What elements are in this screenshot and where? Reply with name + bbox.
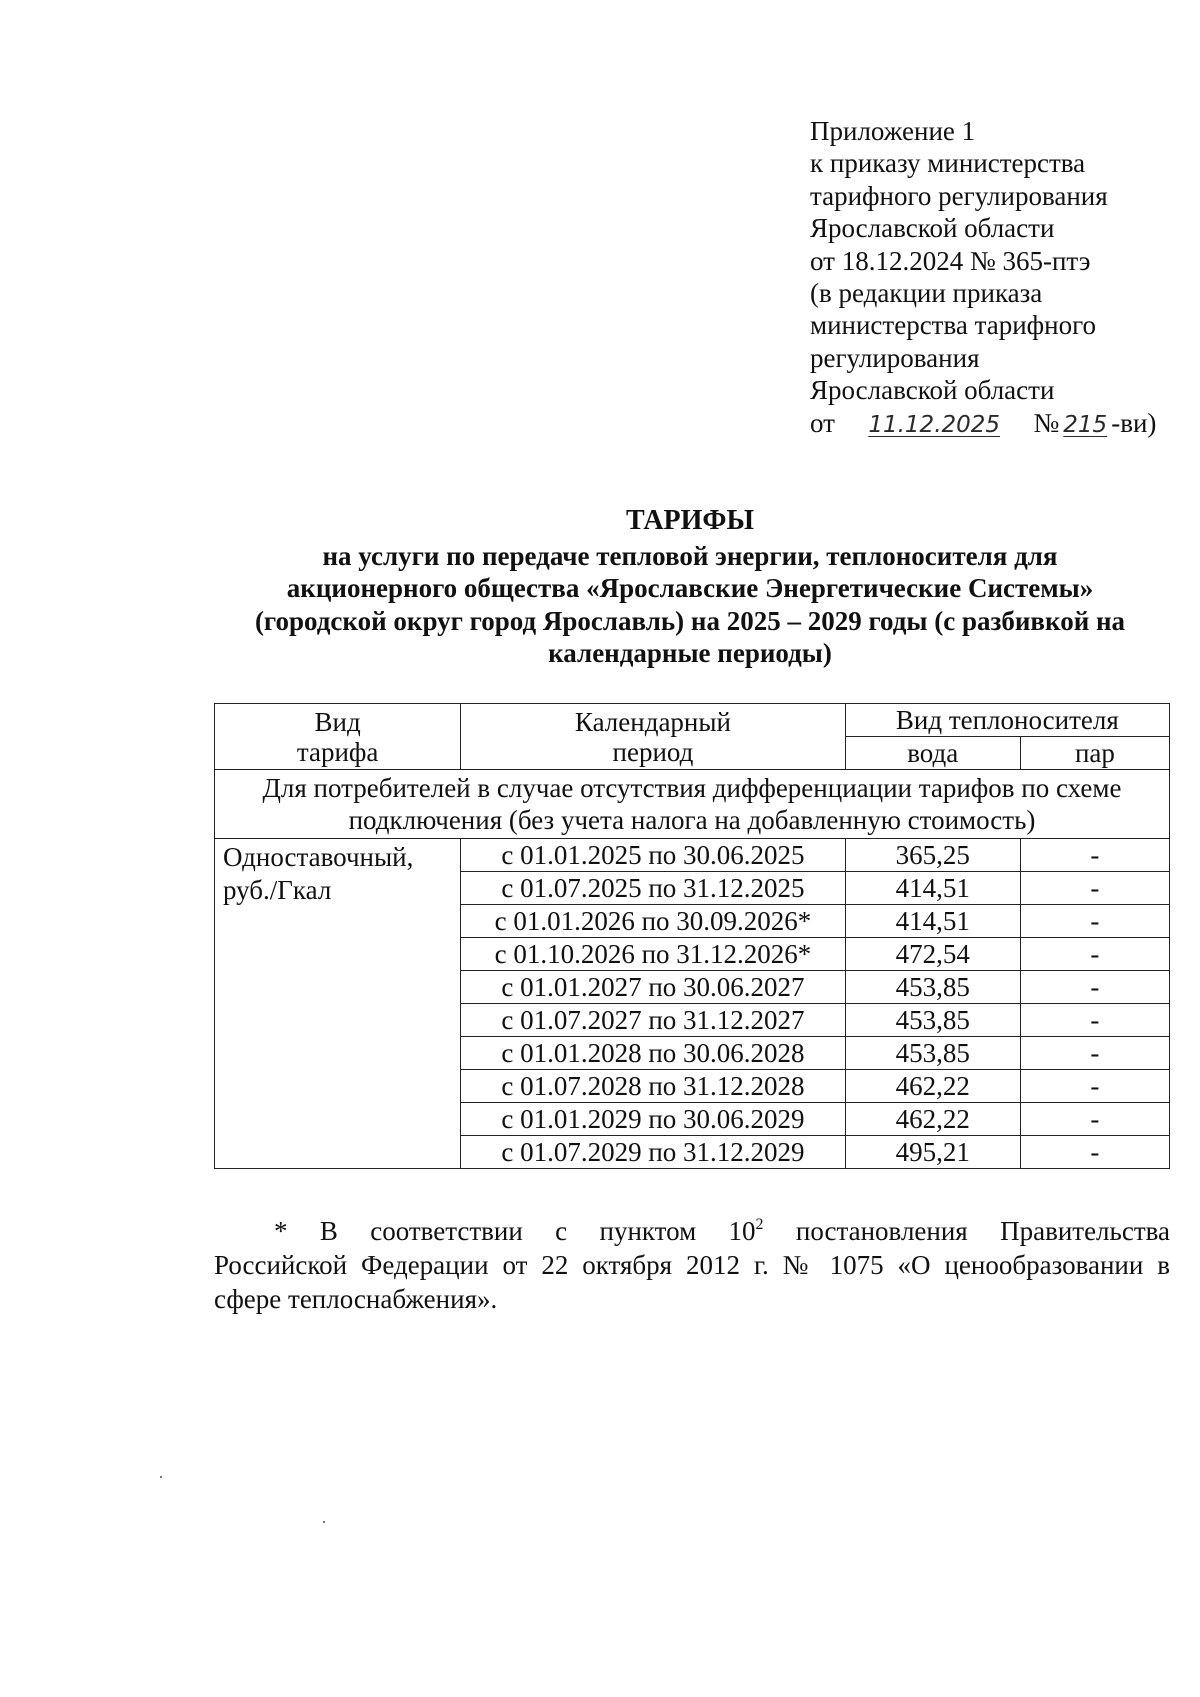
steam-value-cell: -: [1020, 839, 1169, 872]
period-cell: с 01.07.2028 по 31.12.2028: [461, 1070, 845, 1103]
annex-line-5: от 18.12.2024 № 365-птэ: [810, 245, 1091, 276]
footnote-part-1: * В соответствии с пунктом 10: [274, 1216, 756, 1246]
annex-line-4: Ярославской области: [810, 213, 1055, 244]
title-line-4: календарные периоды): [548, 638, 832, 668]
period-cell: с 01.07.2027 по 31.12.2027: [461, 1004, 845, 1037]
annex-header: [810, 115, 1170, 441]
footnote: [214, 1208, 1170, 1316]
annex-line-10: [810, 407, 1170, 441]
footnote-part-2: постановления Правительства: [763, 1216, 1170, 1246]
annex-line-1: Приложение 1: [810, 116, 976, 146]
water-value-cell: 462,22: [845, 1070, 1020, 1103]
table-row: [215, 839, 1170, 872]
title-line-3: (городской округ город Ярославль) на 2025 – 2029 годы (с разбивкой на: [254, 605, 1126, 636]
table-section-row: [215, 770, 1170, 839]
section-line-2: подключения (без учета налога на добавленную стоимость): [348, 805, 1036, 835]
steam-value-cell: -: [1020, 905, 1169, 938]
period-cell: с 01.07.2025 по 31.12.2025: [461, 872, 845, 905]
steam-value-cell: -: [1020, 938, 1169, 971]
header-water: вода: [845, 737, 1020, 770]
water-value-cell: 414,51: [845, 905, 1020, 938]
water-value-cell: 462,22: [845, 1103, 1020, 1136]
period-cell: с 01.01.2028 по 30.06.2028: [461, 1037, 845, 1070]
header-calendar-period-line-1: Календарный: [574, 706, 731, 737]
period-cell: с 01.01.2025 по 30.06.2025: [461, 839, 845, 872]
steam-value-cell: -: [1020, 1070, 1169, 1103]
header-tariff-type-line-1: Вид: [314, 706, 361, 737]
header-steam: пар: [1020, 737, 1169, 770]
water-value-cell: 453,85: [845, 1004, 1020, 1037]
tariff-table: [214, 703, 1170, 1169]
table-header-row-1: [215, 704, 1170, 737]
water-value-cell: 453,85: [845, 971, 1020, 1004]
annex-line-9: Ярославской области: [810, 375, 1055, 406]
header-heat-carrier: Вид теплоносителя: [845, 704, 1169, 737]
steam-value-cell: -: [1020, 971, 1169, 1004]
section-consumers: [215, 770, 1170, 839]
water-value-cell: 414,51: [845, 872, 1020, 905]
steam-value-cell: -: [1020, 1103, 1169, 1136]
title-line-2: акционерного общества «Ярославские Энергетические Системы»: [286, 573, 1094, 603]
tariff-type-cell: [215, 839, 461, 1169]
footnote-line-2: Российской Федерации от 22 октября 2012 г. № 1075 «О ценообразовании в: [214, 1250, 1170, 1280]
steam-value-cell: -: [1020, 872, 1169, 905]
annex-line-7: министерства тарифного: [810, 310, 1097, 341]
annex-line-2: к приказу министерства: [810, 148, 1086, 179]
water-value-cell: 365,25: [845, 839, 1020, 872]
footnote-line-1: [214, 1208, 1170, 1248]
scan-speck: [160, 1476, 162, 1478]
water-value-cell: 495,21: [845, 1136, 1020, 1169]
document-title: [210, 505, 1170, 670]
water-value-cell: 472,54: [845, 938, 1020, 971]
header-calendar-period-line-2: период: [612, 736, 694, 767]
scan-speck: [323, 1521, 325, 1523]
footnote-line-3: сфере теплоснабжения».: [214, 1284, 498, 1314]
steam-value-cell: -: [1020, 1037, 1169, 1070]
section-line-1: Для потребителей в случае отсутствия дифференциации тарифов по схеме: [262, 773, 1122, 803]
annex-line-6: (в редакции приказа: [810, 278, 1043, 309]
annex-line-3: тарифного регулирования: [810, 180, 1108, 211]
header-tariff-type-line-2: тарифа: [296, 736, 379, 767]
footnote-superscript: 2: [755, 1216, 764, 1233]
annex-from-label: от: [810, 407, 835, 438]
period-cell: с 01.01.2027 по 30.06.2027: [461, 971, 845, 1004]
period-cell: с 01.01.2026 по 30.09.2026*: [461, 905, 845, 938]
tariff-type-line-2: руб./Гкал: [223, 875, 332, 905]
tariff-type-line-1: Одноставочный,: [223, 842, 414, 872]
number-sign: №: [1033, 407, 1060, 438]
header-calendar-period: [461, 704, 845, 770]
annex-line-8: регулирования: [810, 342, 980, 373]
period-cell: с 01.01.2029 по 30.06.2029: [461, 1103, 845, 1136]
title-main: ТАРИФЫ: [626, 505, 754, 536]
steam-value-cell: -: [1020, 1136, 1169, 1169]
steam-value-cell: -: [1020, 1004, 1169, 1037]
handwritten-date: 11.12.2025: [868, 411, 1001, 438]
annex-suffix: -ви): [1111, 407, 1157, 438]
title-line-1: на услуги по передаче тепловой энергии, теплоносителя для: [322, 540, 1058, 571]
water-value-cell: 453,85: [845, 1037, 1020, 1070]
period-cell: с 01.10.2026 по 31.12.2026*: [461, 938, 845, 971]
header-tariff-type: [215, 704, 461, 770]
period-cell: с 01.07.2029 по 31.12.2029: [461, 1136, 845, 1169]
handwritten-number: 215: [1063, 411, 1108, 438]
